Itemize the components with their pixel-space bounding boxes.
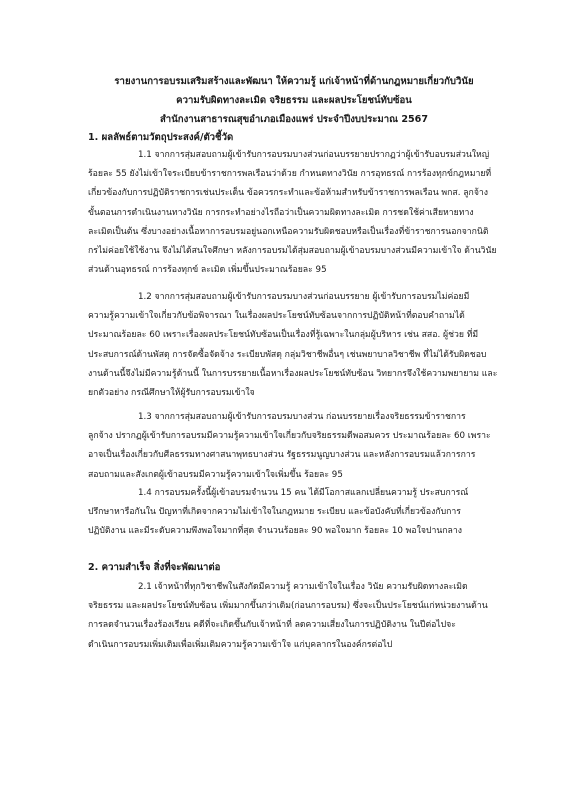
paragraph-2-1 — [88, 578, 509, 655]
text-line: ประสบการณ์ด้านพัสดุ การจัดซื้อจัดจ้าง ระเบียบพัสดุ กลุ่มวิชาชีพอื่นๆ เช่นพยาบาลวิชาชีพ ที่ไม่ได้รับผิดชอบ — [88, 349, 487, 360]
text-line: จริยธรรม และผลประโยชน์ทับซ้อน เพิ่มมากขึ้นกว่าเดิม(ก่อนการอบรม) ซึ่งจะเป็นประโยชน์แก่หน่วยงานด้าน — [88, 601, 488, 612]
text-line: ส่วนด้านอุทธรณ์ การร้องทุกข์ ละเมิด เพิ่มขึ้นประมาณร้อยละ 95 — [88, 265, 327, 276]
text-line: 1.2 จากการสุ่มสอบถามผู้เข้ารับการอบรมบางส่วนก่อนบรรยาย ผู้เข้ารับการอบรมไม่ค่อยมี — [138, 292, 470, 302]
text-line: เกี่ยวข้องกับการปฏิบัติราชการเช่นประเด็น ข้อควรกระทำและข้อห้ามสำหรับข้าราชการพลเรือน พกส. ลูกจ้าง — [88, 188, 489, 199]
title-line-1: รายงานการอบรมเสริมสร้างและพัฒนา ให้ความรู้ แก่เจ้าหน้าที่ด้านกฎหมายเกี่ยวกับวินัย — [114, 76, 474, 87]
text-line: ละเมิดเป็นต้น ซึ่งบางอย่างเนื้อหาการอบรมอยู่นอกเหนือความรับผิดชอบหรือเป็นเรื่องที่ข้าราชการนอกจากนิติ — [88, 226, 489, 237]
text-line: ลูกจ้าง ปรากฏผู้เข้ารับการอบรมมีความรู้ความเข้าใจเกี่ยวกับจริยธรรมดีพอสมควร ประมาณร้อยละ 60 เพราะ — [88, 431, 491, 442]
text-line: ยกตัวอย่าง กรณีศึกษาให้ผู้รับการอบรมเข้าใจ — [88, 388, 255, 399]
text-line: งานด้านนี้จึงไม่มีความรู้ด้านนี้ ในการบรรยายเนื้อหาเรื่องผลประโยชน์ทับซ้อน วิทยากรจึงใช้ความพยายาม และ — [88, 368, 498, 379]
text-line: ปฏิบัติงาน และมีระดับความพึงพอใจมากที่สุด จำนวนร้อยละ 90 พอใจมาก ร้อยละ 10 พอใจปานกลาง — [88, 526, 462, 537]
text-line: ดำเนินการอบรมเพิ่มเติมเพื่อเพิ่มเติมความรู้ความเข้าใจ แก่บุคลากรในองค์กรต่อไป — [88, 639, 393, 650]
text-line: ขั้นตอนการดำเนินงานทางวินัย การกระทำอย่างไรถือว่าเป็นความผิดทางละเมิด การชดใช้ค่าเสียหายทาง — [88, 207, 474, 218]
text-line: 1.3 จากการสุ่มสอบถามผู้เข้ารับการอบรมบางส่วน ก่อนบรรยายเรื่องจริยธรรมข้าราชการ — [138, 412, 466, 422]
text-line: สอบถามและสังเกตผู้เข้าอบรมมีความรู้ความเข้าใจเพิ่มขึ้น ร้อยละ 95 — [88, 469, 343, 480]
text-line: อาจเป็นเรื่องเกี่ยวกับศีลธรรมทางศาสนาพุทธบางส่วน รัฐธรรมนูญบางส่วน และหลังการอบรมแล้วการการ — [88, 450, 476, 461]
text-line: 1.1 จากการสุ่มสอบถามผู้เข้ารับการอบรมบางส่วนก่อนบรรยายปรากฏว่าผู้เข้ารับอบรมส่วนใหญ่ — [138, 150, 490, 160]
paragraph-1-4 — [88, 484, 509, 542]
paragraph-1-1 — [88, 146, 509, 280]
text-line: การลดจำนวนเรื่องร้องเรียน คดีที่จะเกิดขึ้นกับเจ้าหน้าที่ ลดความเสี่ยงในการปฏิบัติงาน ในปีต่อไปจะ — [88, 620, 456, 631]
section-1-heading: 1. ผลลัพธ์ตามวัตถุประสงค์/ตัวชี้วัด — [88, 132, 234, 143]
text-line: 1.4 การอบรมครั้งนี้ผู้เข้าอบรมจำนวน 15 คน ได้มีโอกาสแลกเปลี่ยนความรู้ ประสบการณ์ — [138, 488, 469, 498]
report-title — [0, 72, 588, 129]
section-2-heading: 2. ความสำเร็จ สิ่งที่จะพัฒนาต่อ — [88, 562, 221, 573]
text-line: ร้อยละ 55 ยังไม่เข้าใจระเบียบข้าราชการพลเรือนว่าด้วย กำหนดทางวินัย การอุทธรณ์ การร้องทุกข์กฎหมายที่ — [88, 169, 492, 180]
paragraph-1-2 — [88, 288, 509, 403]
text-line: ปรึกษาหารือกันใน ปัญหาที่เกิดจากความไม่เข้าใจในกฎหมาย ระเบียบ และข้อบังคับที่เกี่ยวข้องกับการ — [88, 507, 461, 518]
text-line: กรไม่ค่อยใช้ใช้งาน จึงไม่ได้สนใจศึกษา หลังการอบรมได้สุ่มสอบถามผู้เข้าอบรมบางส่วนมีความเข้าใจ ด้านวินัย — [88, 246, 497, 257]
title-line-2: ความรับผิดทางละเมิด จริยธรรม และผลประโยชน์ทับซ้อน — [176, 95, 412, 106]
paragraph-1-3 — [88, 408, 509, 485]
text-line: ความรู้ความเข้าใจเกี่ยวกับข้อพิจารณา ในเรื่องผลประโยชน์ทับซ้อนจากการปฏิบัติหน้าที่ตอบคำถามได้ — [88, 311, 465, 322]
text-line: ประมาณร้อยละ 60 เพราะเรื่องผลประโยชน์ทับซ้อนเป็นเรื่องที่รู้เฉพาะในกลุ่มผู้บริหาร เช่น สสอ. ผู้ช่วย ที่มี — [88, 330, 479, 341]
text-line: 2.1 เจ้าหน้าที่ทุกวิชาชีพในสังกัดมีความรู้ ความเข้าใจในเรื่อง วินัย ความรับผิดทางละเมิด — [138, 582, 468, 592]
title-line-3: สำนักงานสาธารณสุขอำเภอเมืองแพร่ ประจำปีงบประมาณ 2567 — [159, 114, 429, 125]
